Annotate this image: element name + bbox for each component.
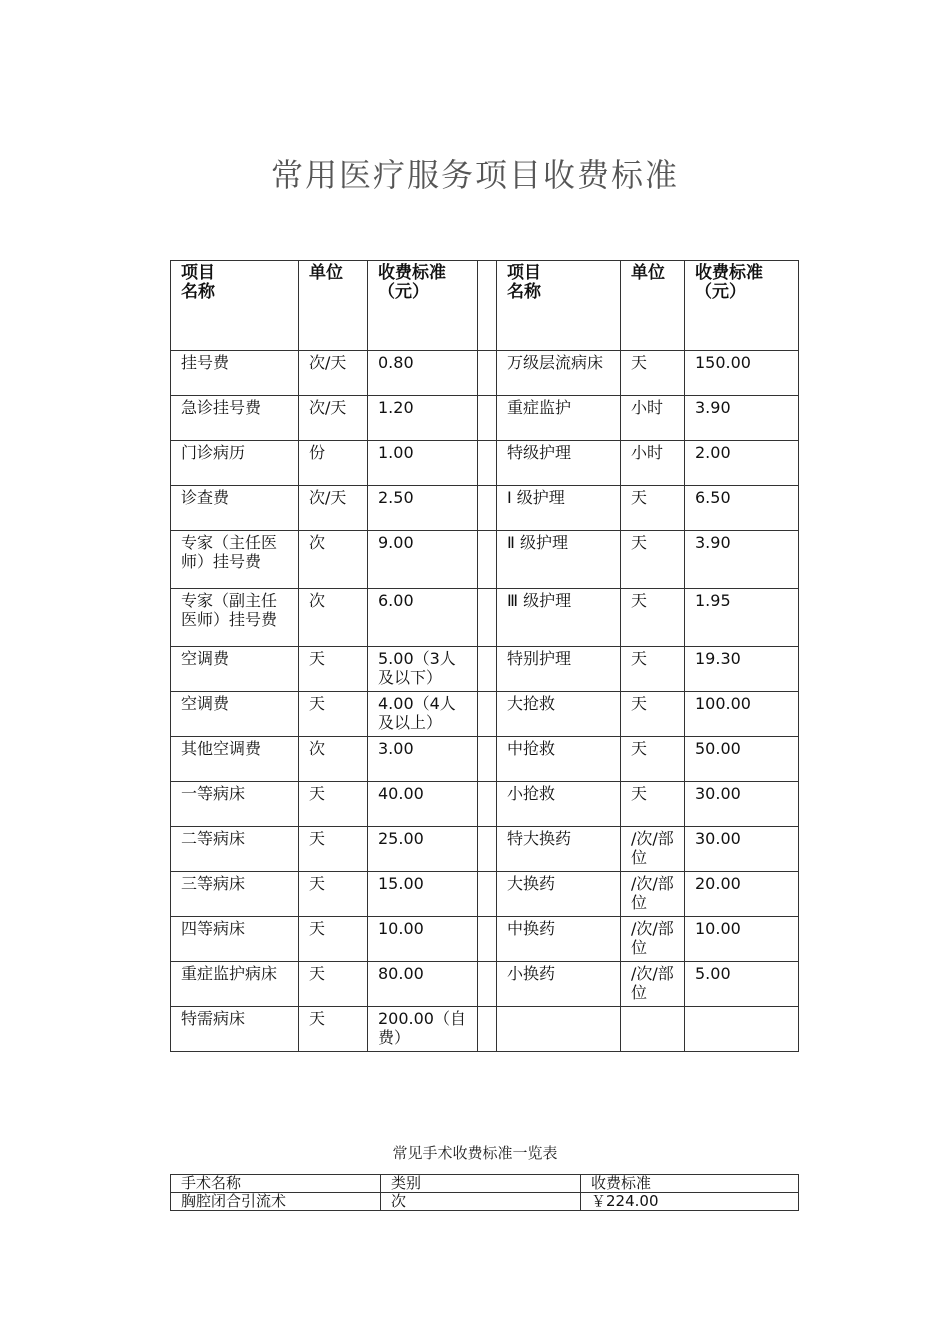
left-unit: 天 — [299, 917, 368, 962]
right-unit: /次/部位 — [621, 872, 685, 917]
separator-cell — [478, 261, 497, 351]
fee-table-row — [171, 872, 799, 917]
left-unit: 份 — [299, 441, 368, 486]
separator-cell — [478, 827, 497, 872]
separator-cell — [478, 1007, 497, 1052]
left-price: 9.00 — [368, 531, 478, 589]
separator-cell — [478, 782, 497, 827]
left-item-name: 挂号费 — [171, 351, 299, 396]
right-item-name: Ⅱ 级护理 — [497, 531, 621, 589]
left-unit: 天 — [299, 827, 368, 872]
right-price: 19.30 — [685, 647, 799, 692]
fee-table-row — [171, 396, 799, 441]
surgery-table — [170, 1174, 799, 1211]
surgery-header-price: 收费标准 — [581, 1175, 799, 1193]
right-price: 3.90 — [685, 531, 799, 589]
right-unit: 天 — [621, 589, 685, 647]
left-price: 40.00 — [368, 782, 478, 827]
right-unit: 天 — [621, 647, 685, 692]
left-item-name: 空调费 — [171, 647, 299, 692]
right-price: 100.00 — [685, 692, 799, 737]
left-item-name: 二等病床 — [171, 827, 299, 872]
right-item-name: 特大换药 — [497, 827, 621, 872]
surgery-header-name: 手术名称 — [171, 1175, 381, 1193]
separator-cell — [478, 692, 497, 737]
surgery-header-row — [171, 1175, 799, 1193]
right-unit: 天 — [621, 531, 685, 589]
left-unit: 天 — [299, 692, 368, 737]
left-price: 5.00（3人及以下） — [368, 647, 478, 692]
right-unit: /次/部位 — [621, 827, 685, 872]
surgery-price: ￥224.00 — [581, 1193, 799, 1211]
separator-cell — [478, 441, 497, 486]
left-unit: 次/天 — [299, 396, 368, 441]
surgery-table-body — [171, 1175, 799, 1211]
left-unit: 次 — [299, 531, 368, 589]
header-item-name: 项目 名称 — [497, 261, 621, 351]
left-item-name: 特需病床 — [171, 1007, 299, 1052]
fee-table-row — [171, 782, 799, 827]
fee-table-row — [171, 589, 799, 647]
separator-cell — [478, 647, 497, 692]
fee-table-row — [171, 917, 799, 962]
right-unit: /次/部位 — [621, 962, 685, 1007]
left-price: 1.00 — [368, 441, 478, 486]
surgery-table-title: 常见手术收费标准一览表 — [392, 1144, 558, 1162]
left-item-name: 专家（主任医师）挂号费 — [171, 531, 299, 589]
right-price: 30.00 — [685, 827, 799, 872]
fee-table-row — [171, 827, 799, 872]
right-price: 3.90 — [685, 396, 799, 441]
right-unit: 小时 — [621, 396, 685, 441]
right-item-name: 万级层流病床 — [497, 351, 621, 396]
right-item-name: Ⅲ 级护理 — [497, 589, 621, 647]
right-item-name: 小换药 — [497, 962, 621, 1007]
fee-table-row — [171, 441, 799, 486]
header-unit: 单位 — [299, 261, 368, 351]
left-item-name: 三等病床 — [171, 872, 299, 917]
right-unit: 天 — [621, 351, 685, 396]
left-price: 15.00 — [368, 872, 478, 917]
header-item-name: 项目 名称 — [171, 261, 299, 351]
left-unit: 次 — [299, 737, 368, 782]
fee-table-row — [171, 737, 799, 782]
right-unit — [621, 1007, 685, 1052]
right-item-name: 特级护理 — [497, 441, 621, 486]
left-unit: 次 — [299, 589, 368, 647]
left-price: 2.50 — [368, 486, 478, 531]
left-unit: 次/天 — [299, 486, 368, 531]
fee-table-row — [171, 1007, 799, 1052]
right-item-name: 小抢救 — [497, 782, 621, 827]
left-unit: 次/天 — [299, 351, 368, 396]
left-item-name: 诊查费 — [171, 486, 299, 531]
header-price: 收费标准 （元） — [368, 261, 478, 351]
fee-table-row — [171, 962, 799, 1007]
left-price: 80.00 — [368, 962, 478, 1007]
left-item-name: 空调费 — [171, 692, 299, 737]
left-unit: 天 — [299, 872, 368, 917]
right-unit: 天 — [621, 692, 685, 737]
left-unit: 天 — [299, 962, 368, 1007]
separator-cell — [478, 917, 497, 962]
left-price: 0.80 — [368, 351, 478, 396]
right-item-name — [497, 1007, 621, 1052]
surgery-row — [171, 1193, 799, 1211]
separator-cell — [478, 589, 497, 647]
right-price: 50.00 — [685, 737, 799, 782]
left-price: 200.00（自费） — [368, 1007, 478, 1052]
left-item-name: 其他空调费 — [171, 737, 299, 782]
left-price: 10.00 — [368, 917, 478, 962]
left-price: 4.00（4人及以上） — [368, 692, 478, 737]
header-unit: 单位 — [621, 261, 685, 351]
right-item-name: Ⅰ 级护理 — [497, 486, 621, 531]
left-unit: 天 — [299, 782, 368, 827]
right-price: 5.00 — [685, 962, 799, 1007]
surgery-header-category: 类别 — [381, 1175, 581, 1193]
right-price: 1.95 — [685, 589, 799, 647]
right-item-name: 大换药 — [497, 872, 621, 917]
right-price: 20.00 — [685, 872, 799, 917]
left-price: 1.20 — [368, 396, 478, 441]
right-price: 30.00 — [685, 782, 799, 827]
fee-table-header-row — [171, 261, 799, 351]
right-item-name: 中换药 — [497, 917, 621, 962]
right-price: 2.00 — [685, 441, 799, 486]
page-title: 常用医疗服务项目收费标准 — [270, 156, 679, 194]
right-item-name: 重症监护 — [497, 396, 621, 441]
right-item-name: 大抢救 — [497, 692, 621, 737]
fee-table-row — [171, 692, 799, 737]
fee-table-row — [171, 486, 799, 531]
right-unit: 天 — [621, 782, 685, 827]
left-price: 25.00 — [368, 827, 478, 872]
right-unit: 天 — [621, 486, 685, 531]
left-unit: 天 — [299, 647, 368, 692]
right-price: 150.00 — [685, 351, 799, 396]
separator-cell — [478, 486, 497, 531]
fee-table-row — [171, 647, 799, 692]
right-item-name: 中抢救 — [497, 737, 621, 782]
fee-table-row — [171, 351, 799, 396]
right-item-name: 特别护理 — [497, 647, 621, 692]
separator-cell — [478, 962, 497, 1007]
right-price — [685, 1007, 799, 1052]
left-item-name: 四等病床 — [171, 917, 299, 962]
separator-cell — [478, 737, 497, 782]
separator-cell — [478, 872, 497, 917]
fee-table-body — [171, 351, 799, 1052]
left-price: 3.00 — [368, 737, 478, 782]
left-item-name: 一等病床 — [171, 782, 299, 827]
left-item-name: 门诊病历 — [171, 441, 299, 486]
left-item-name: 重症监护病床 — [171, 962, 299, 1007]
left-item-name: 专家（副主任医师）挂号费 — [171, 589, 299, 647]
separator-cell — [478, 531, 497, 589]
right-unit: 小时 — [621, 441, 685, 486]
fee-table-row — [171, 531, 799, 589]
surgery-name: 胸腔闭合引流术 — [171, 1193, 381, 1211]
left-unit: 天 — [299, 1007, 368, 1052]
separator-cell — [478, 351, 497, 396]
left-price: 6.00 — [368, 589, 478, 647]
fee-table — [170, 260, 799, 1052]
right-price: 6.50 — [685, 486, 799, 531]
separator-cell — [478, 396, 497, 441]
right-price: 10.00 — [685, 917, 799, 962]
right-unit: 天 — [621, 737, 685, 782]
header-price: 收费标准 （元） — [685, 261, 799, 351]
right-unit: /次/部位 — [621, 917, 685, 962]
surgery-category: 次 — [381, 1193, 581, 1211]
left-item-name: 急诊挂号费 — [171, 396, 299, 441]
